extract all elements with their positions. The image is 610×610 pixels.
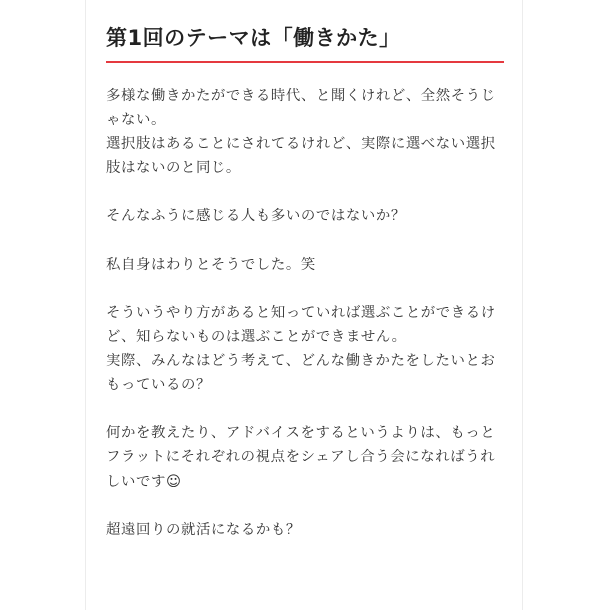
- paragraph-1: [106, 84, 510, 180]
- title-underline: [106, 61, 504, 63]
- article-body: [106, 84, 510, 566]
- paragraph-3: [106, 253, 510, 277]
- paragraph-4: [106, 301, 510, 397]
- text-line: ゃない。: [106, 112, 166, 129]
- text-line: 超遠回りの就活になるかも？: [106, 521, 301, 538]
- text-line: 何かを教えたり、アドバイスをするというよりは、もっと: [106, 425, 496, 442]
- text-line: しいです☺: [106, 473, 182, 490]
- article-title: 第1回のテーマは「働きかた」: [106, 26, 401, 50]
- text-line: 肢はないのと同じ。: [106, 160, 241, 177]
- paragraph-2: [106, 204, 510, 228]
- text-line: 選択肢はあることにされてるけれど、実際に選べない選択: [106, 136, 496, 153]
- text-line: 多様な働きかたができる時代、と聞くけれど、全然そうじ: [106, 88, 496, 104]
- text-line: 私自身はわりとそうでした。笑: [106, 256, 316, 273]
- text-line: そういうやり方があると知っていれば選ぶことができるけ: [106, 304, 496, 321]
- text-line: フラットにそれぞれの視点をシェアし合う会になればうれ: [106, 449, 496, 466]
- text-line: ど、知らないものは選ぶことができません。: [106, 328, 407, 345]
- text-line: もっているの？: [106, 377, 211, 394]
- paragraph-6: [106, 518, 510, 542]
- text-line: そんなふうに感じる人も多いのではないか？: [106, 208, 406, 225]
- paragraph-5: [106, 421, 510, 493]
- text-line: 実際、みんなはどう考えて、どんな働きかたをしたいとお: [106, 353, 496, 370]
